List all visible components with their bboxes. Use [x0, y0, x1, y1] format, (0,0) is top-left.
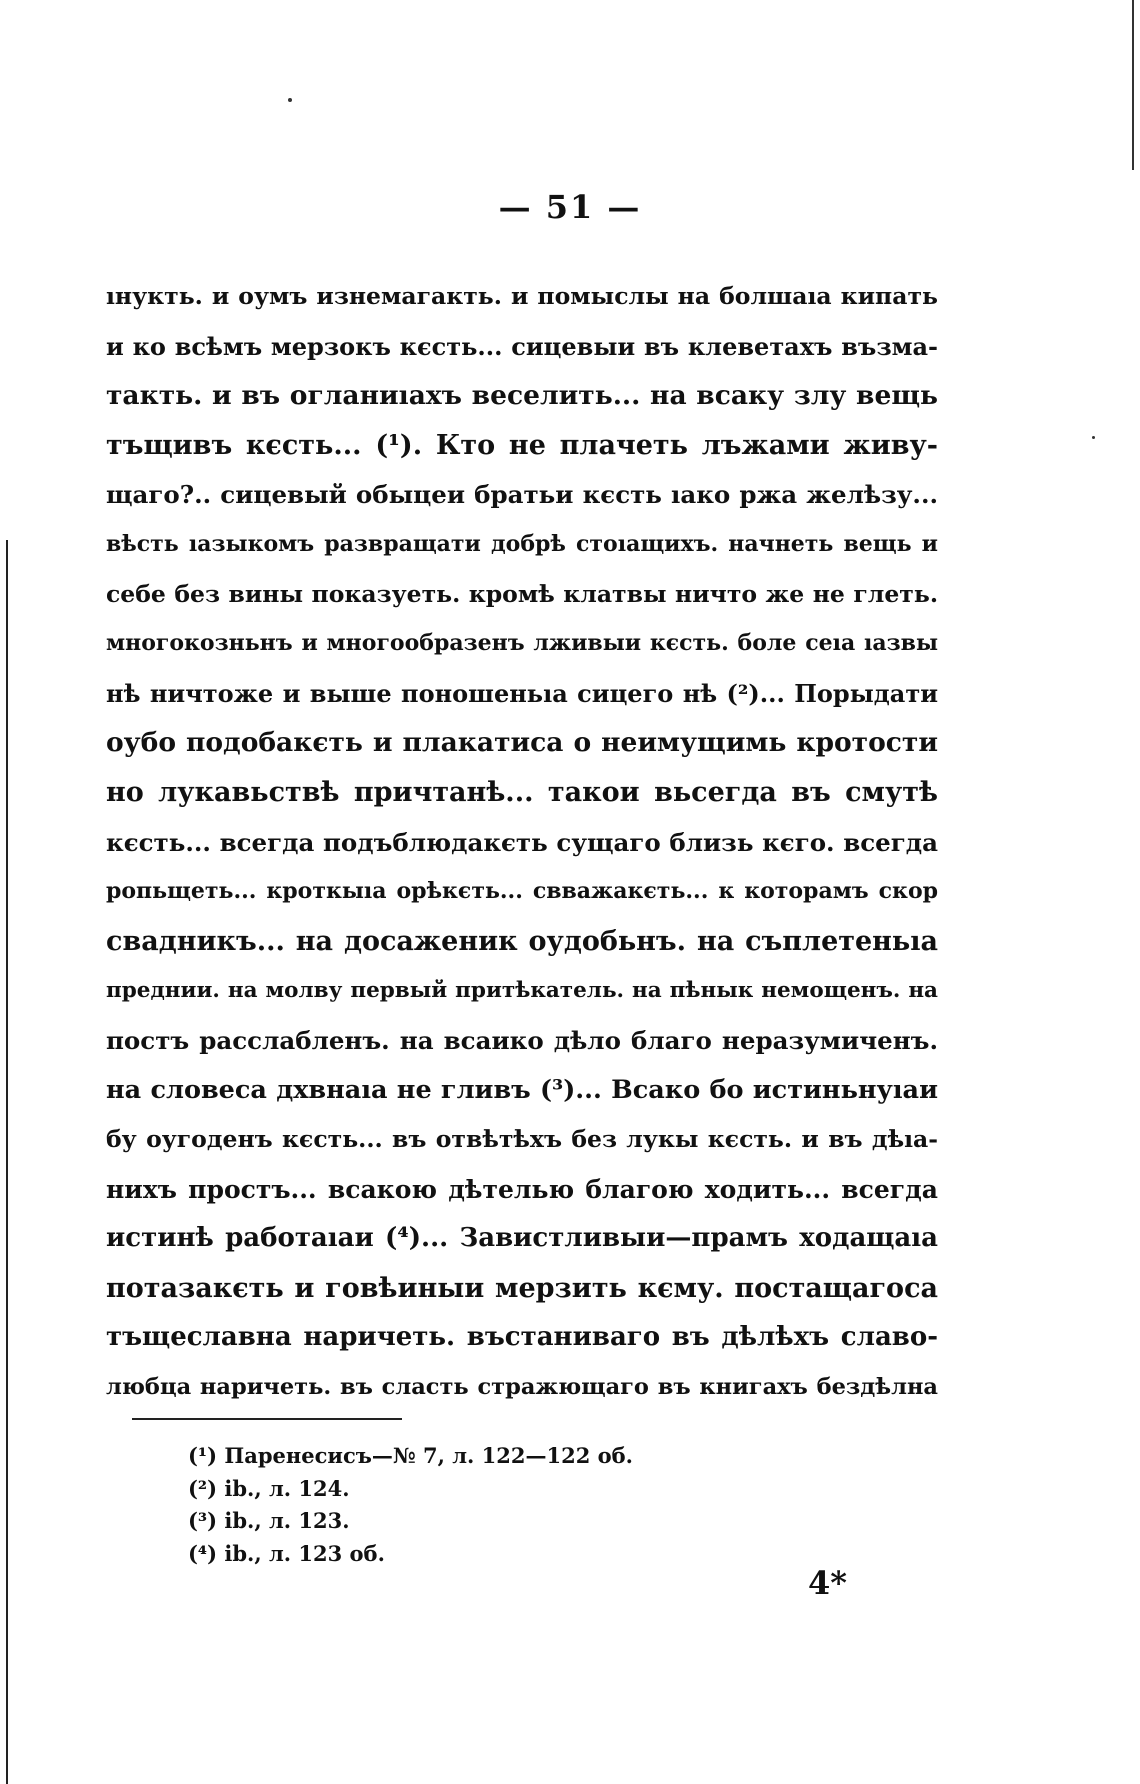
footnote: (⁴) ib., л. 123 об. [188, 1540, 385, 1566]
text-line: ıнукть. и оумъ изнемагакть. и помыслы на болшаıа кипать [106, 282, 938, 310]
text-line: и ко всѣмъ мерзокъ кєсть... сицевыи въ клеветахъ възма- [106, 331, 938, 361]
text-line: любца наричеть. въ сласть стражющаго въ книгахъ бездѣлна [106, 1374, 938, 1401]
text-line: щаго?.. сицевый обыцеи братьи кєсть ıако ржа желѣзу... [106, 480, 938, 510]
text-line: тъщеславна наричеть. въстанивагo въ дѣлѣхъ славо- [106, 1322, 938, 1353]
body-text [106, 272, 938, 1413]
paper-speck [1092, 436, 1095, 439]
footnote-separator [132, 1418, 402, 1420]
text-line: постъ расслабленъ. на всаико дѣло благо неразумиченъ. [106, 1025, 938, 1055]
text-line: ропьщеть... кроткыıа орѣкєть... свважакєть... к которамъ скор [106, 878, 938, 905]
page-edge-left [6, 540, 8, 1784]
text-line: потазакєть и говѣиныи мерзить кєму. постащагоса [106, 1272, 938, 1304]
footnote: (¹) Паренесисъ—№ 7, л. 122—122 об. [188, 1443, 633, 1468]
text-line: вѣсть ıазыкомъ развращати добрѣ стоıащихъ. начнеть вещь и [106, 530, 938, 557]
text-line: тъщивъ кєсть... (¹). Кто не плачеть лъжами живу- [106, 429, 938, 461]
text-line: преднии. на молву первый притѣкатель. на пѣнык немощенъ. на [106, 978, 938, 1004]
text-line: нихъ простъ... всакою дѣтелью благою ходить... всегда [106, 1174, 938, 1204]
text-line: свадникъ... на досаженик оудобьнъ. на съплетеньıа [106, 925, 938, 957]
footnote: (²) ib., л. 124. [188, 1475, 350, 1501]
text-line: бу оугоденъ кєсть... въ отвѣтѣхъ без лукы кєсть. и въ дѣıа- [106, 1125, 938, 1154]
text-line: кєсть... всегда подъблюдакєть сущаго близь кєго. всегда [106, 827, 938, 857]
text-line: но лукавьствѣ причтанѣ... такои вьсегда въ смутѣ [106, 776, 938, 808]
text-line: такть. и въ огланиıахъ веселить... на всаку злу вещь [106, 380, 938, 412]
page-number: — 51 — [498, 188, 642, 226]
signature-mark: 4* [808, 1564, 847, 1602]
text-line: истинѣ работаıаи (⁴)... Завистливыи—прамъ ходащаıа [106, 1223, 938, 1254]
text-line: нѣ ничтоже и выше поношеньıа сицего нѣ (²)... Порыдати [106, 678, 938, 708]
footnote: (³) ib., л. 123. [188, 1508, 350, 1533]
text-line: на словеса дхвнаıа не гливъ (³)... Всако бо истиньнуıаи [106, 1074, 938, 1105]
text-line: себе без вины показуеть. кромѣ клатвы ничто же не глеть. [106, 579, 938, 608]
paper-speck [288, 98, 292, 102]
text-line: многокозньнъ и многообразенъ лживыи кєсть. боле сеıа ıазвы [106, 630, 938, 657]
text-line: оубо подобакєть и плакатиса о неимущимь кротости [106, 727, 938, 759]
footnotes [188, 1440, 788, 1570]
page-edge-right [1132, 0, 1134, 170]
